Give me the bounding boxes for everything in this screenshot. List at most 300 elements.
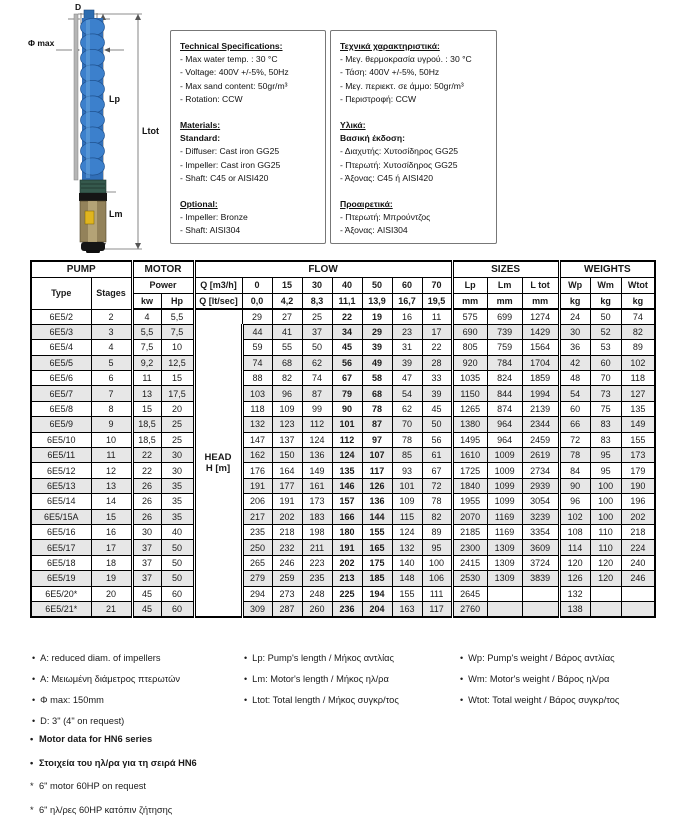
td-head-4: 136: [362, 494, 392, 509]
td-hp: 12,5: [161, 355, 194, 370]
td-stages: 3: [91, 324, 132, 339]
spec-line: - Διαχυτής: Χυτοσίδηρος GG25: [340, 146, 459, 157]
td-wp: 90: [559, 478, 590, 493]
td-lm: 784: [487, 355, 522, 370]
td-head-2: 50: [302, 340, 332, 355]
th-power: Power: [132, 277, 194, 293]
legend-col-dimensions: [32, 648, 244, 732]
td-kw: 45: [132, 586, 161, 601]
td-hp: 35: [161, 509, 194, 524]
td-hp: 50: [161, 555, 194, 570]
table-row-6E5/19: [31, 571, 655, 586]
td-type: 6E5/12: [31, 463, 91, 478]
td-head-6: 11: [422, 309, 452, 324]
td-head-5: 148: [392, 571, 422, 586]
td-head-1: 27: [272, 309, 302, 324]
td-head-0: 250: [242, 540, 272, 555]
td-head-5: 85: [392, 448, 422, 463]
td-head-6: 111: [422, 586, 452, 601]
th-flow-lts-1: 4,2: [272, 293, 302, 309]
spec-lines: [180, 145, 319, 185]
td-head-1: 287: [272, 601, 302, 616]
td-head-2: 25: [302, 309, 332, 324]
td-kw: 30: [132, 524, 161, 539]
td-head-6: 117: [422, 601, 452, 616]
td-wm: 75: [590, 401, 621, 416]
table-row-6E5/15A: [31, 509, 655, 524]
td-wtot: 240: [621, 555, 655, 570]
td-head-3: 236: [332, 601, 362, 616]
th-ltot: L tot: [522, 277, 559, 293]
footnote: [30, 775, 197, 799]
table-row-6E5/6: [31, 371, 655, 386]
td-wm: 120: [590, 571, 621, 586]
td-lm: 1099: [487, 478, 522, 493]
spec-line: - Πτερωτή: Μπρούντζος: [340, 212, 431, 223]
footnote-marker-icon: •: [30, 757, 34, 768]
spec-lines: [180, 53, 319, 106]
th-wm: Wm: [590, 277, 621, 293]
bullet-icon: •: [244, 674, 248, 684]
td-head-1: 259: [272, 571, 302, 586]
td-lp: 1035: [452, 371, 487, 386]
td-hp: 20: [161, 401, 194, 416]
td-stages: 20: [91, 586, 132, 601]
impeller-stack: [81, 18, 105, 180]
spec-lines: [340, 53, 490, 106]
td-head-5: 140: [392, 555, 422, 570]
table-row-6E5/20*: [31, 586, 655, 601]
th-lm: Lm: [487, 277, 522, 293]
td-lp: 2760: [452, 601, 487, 616]
td-ltot: 3724: [522, 555, 559, 570]
legend-item: [244, 690, 460, 711]
td-head-4: 175: [362, 555, 392, 570]
legend-item: [244, 669, 460, 690]
table-row-6E5/21*: [31, 601, 655, 616]
td-ltot: 3239: [522, 509, 559, 524]
td-type: 6E5/4: [31, 340, 91, 355]
td-lm: 964: [487, 417, 522, 432]
legend-text: Lm: Motor's length / Μήκος ηλ/ρα: [252, 674, 389, 684]
td-kw: 22: [132, 463, 161, 478]
td-wtot: 218: [621, 524, 655, 539]
td-head-3: 67: [332, 371, 362, 386]
td-ltot: 2939: [522, 478, 559, 493]
td-head-4: 107: [362, 448, 392, 463]
td-ltot: 3839: [522, 571, 559, 586]
footnote: [30, 728, 197, 752]
td-head-5: 23: [392, 324, 422, 339]
footnote-text: 6" ηλ/ρες 60HP κατόπιν ζήτησης: [39, 804, 173, 815]
td-head-1: 41: [272, 324, 302, 339]
td-head-3: 112: [332, 432, 362, 447]
td-wm: 100: [590, 509, 621, 524]
td-stages: 5: [91, 355, 132, 370]
td-hp: 17,5: [161, 386, 194, 401]
spec-line: - Shaft: C45 or AISI420: [180, 172, 269, 183]
th-weight-unit-2: kg: [621, 293, 655, 309]
th-lp: Lp: [452, 277, 487, 293]
td-type: 6E5/15A: [31, 509, 91, 524]
pump-data-table-wrap: [30, 260, 656, 618]
th-group-weights: WEIGHTS: [559, 261, 655, 277]
td-wm: 53: [590, 340, 621, 355]
td-lp: 1265: [452, 401, 487, 416]
th-weight-unit-0: kg: [559, 293, 590, 309]
td-kw: 37: [132, 555, 161, 570]
table-row-6E5/3: [31, 324, 655, 339]
td-head-1: 232: [272, 540, 302, 555]
spec-lines: [180, 211, 319, 237]
td-wp: 108: [559, 524, 590, 539]
td-lm: 759: [487, 340, 522, 355]
td-hp: 30: [161, 463, 194, 478]
spec-materials-sub: Βασική έκδοση:: [340, 133, 406, 144]
spec-line: - Μεγ. θερμοκρασία υγρού. : 30 °C: [340, 54, 472, 65]
td-wm: 52: [590, 324, 621, 339]
td-hp: 50: [161, 571, 194, 586]
td-stages: 7: [91, 386, 132, 401]
td-hp: 50: [161, 540, 194, 555]
td-head-4: 165: [362, 540, 392, 555]
td-head-2: 87: [302, 386, 332, 401]
table-row-6E5/17: [31, 540, 655, 555]
td-stages: 16: [91, 524, 132, 539]
th-group-motor: MOTOR: [132, 261, 194, 277]
td-type: 6E5/18: [31, 555, 91, 570]
th-flow-lts-4: 13,9: [362, 293, 392, 309]
td-stages: 6: [91, 371, 132, 386]
td-head-4: 87: [362, 417, 392, 432]
td-wtot: [621, 601, 655, 616]
td-type: 6E5/7: [31, 386, 91, 401]
td-head-4: 97: [362, 432, 392, 447]
bullet-icon: •: [244, 695, 248, 705]
td-hp: 25: [161, 417, 194, 432]
td-head-4: 29: [362, 324, 392, 339]
td-lm: 1169: [487, 524, 522, 539]
td-wp: 54: [559, 386, 590, 401]
td-lp: 1840: [452, 478, 487, 493]
th-flow-m3h-4: 50: [362, 277, 392, 293]
td-wm: 70: [590, 371, 621, 386]
td-head-1: 273: [272, 586, 302, 601]
th-hp: Hp: [161, 293, 194, 309]
td-lp: 690: [452, 324, 487, 339]
spec-box-english: [170, 30, 326, 244]
td-head-6: 100: [422, 555, 452, 570]
table-row-6E5/14: [31, 494, 655, 509]
td-head-2: 37: [302, 324, 332, 339]
td-head-5: 70: [392, 417, 422, 432]
td-type: 6E5/14: [31, 494, 91, 509]
legend-text: A: reduced diam. of impellers: [40, 653, 161, 663]
bullet-icon: •: [32, 674, 36, 684]
td-head-5: 124: [392, 524, 422, 539]
td-head-4: 39: [362, 340, 392, 355]
td-wp: 42: [559, 355, 590, 370]
td-wp: 126: [559, 571, 590, 586]
td-wp: 138: [559, 601, 590, 616]
td-head-0: 29: [242, 309, 272, 324]
td-stages: 11: [91, 448, 132, 463]
td-stages: 15: [91, 509, 132, 524]
td-ltot: 3054: [522, 494, 559, 509]
td-head-0: 103: [242, 386, 272, 401]
td-wp: 36: [559, 340, 590, 355]
td-lp: 2185: [452, 524, 487, 539]
spec-line: - Max sand content: 50gr/m³: [180, 80, 288, 91]
spec-line: - Rotation: CCW: [180, 93, 243, 104]
td-head-0: 147: [242, 432, 272, 447]
table-row-6E5/4: [31, 340, 655, 355]
td-wtot: 127: [621, 386, 655, 401]
td-stages: 21: [91, 601, 132, 616]
td-wm: [590, 586, 621, 601]
td-head-6: 89: [422, 524, 452, 539]
td-wm: 95: [590, 448, 621, 463]
td-head-2: 248: [302, 586, 332, 601]
td-kw: 13: [132, 386, 161, 401]
dim-label-ltot: Ltot: [142, 126, 159, 136]
td-head-2: 235: [302, 571, 332, 586]
td-hp: 35: [161, 494, 194, 509]
spec-materials-sub: Standard:: [180, 133, 221, 144]
spec-box-greek: [330, 30, 497, 244]
td-lm: 739: [487, 324, 522, 339]
td-type: 6E5/16: [31, 524, 91, 539]
td-wtot: 118: [621, 371, 655, 386]
spec-line: - Πτερωτή: Χυτοσίδηρος GG25: [340, 159, 458, 170]
pump-data-table: [30, 260, 656, 618]
td-lp: 2415: [452, 555, 487, 570]
td-stages: 10: [91, 432, 132, 447]
td-head-6: 22: [422, 340, 452, 355]
td-ltot: 2139: [522, 401, 559, 416]
td-lm: 1309: [487, 540, 522, 555]
td-head-2: 124: [302, 432, 332, 447]
td-ltot: 1859: [522, 371, 559, 386]
legend-text: Wp: Pump's weight / Βάρος αντλίας: [468, 653, 615, 663]
td-head-0: 217: [242, 509, 272, 524]
legend-item: [460, 669, 650, 690]
spec-lines: [340, 145, 490, 185]
td-head-2: 136: [302, 448, 332, 463]
cable-guard: [74, 14, 78, 180]
td-wm: 60: [590, 355, 621, 370]
td-lp: 1495: [452, 432, 487, 447]
bullet-icon: •: [460, 674, 464, 684]
td-hp: 60: [161, 586, 194, 601]
th-flow-m3h-5: 60: [392, 277, 422, 293]
td-head-1: 123: [272, 417, 302, 432]
legend-item: [244, 648, 460, 669]
td-ltot: 1704: [522, 355, 559, 370]
th-weight-unit-1: kg: [590, 293, 621, 309]
th-flow-m3h-0: 0: [242, 277, 272, 293]
th-group-flow: FLOW: [194, 261, 452, 277]
th-wp: Wp: [559, 277, 590, 293]
td-wp: 78: [559, 448, 590, 463]
td-type: 6E5/10: [31, 432, 91, 447]
footnotes: [30, 728, 197, 819]
td-type: 6E5/19: [31, 571, 91, 586]
td-lp: 805: [452, 340, 487, 355]
td-head-4: 78: [362, 401, 392, 416]
td-head-3: 180: [332, 524, 362, 539]
td-head-axis-label: [194, 309, 242, 617]
legend-item: [460, 648, 650, 669]
td-head-3: 22: [332, 309, 362, 324]
td-head-0: 279: [242, 571, 272, 586]
spec-optional-title: Προαιρετικά:: [340, 199, 393, 210]
td-stages: 17: [91, 540, 132, 555]
td-lm: 1309: [487, 555, 522, 570]
th-q-lts: Q [lt/sec]: [194, 293, 242, 309]
td-lp: 1955: [452, 494, 487, 509]
td-head-3: 90: [332, 401, 362, 416]
td-head-6: 56: [422, 432, 452, 447]
td-lp: 2530: [452, 571, 487, 586]
td-hp: 25: [161, 432, 194, 447]
td-head-3: 146: [332, 478, 362, 493]
th-size-unit-0: mm: [452, 293, 487, 309]
td-head-3: 191: [332, 540, 362, 555]
td-head-0: 74: [242, 355, 272, 370]
td-ltot: 1429: [522, 324, 559, 339]
bullet-icon: •: [32, 716, 36, 726]
table-row-6E5/12: [31, 463, 655, 478]
th-flow-m3h-1: 15: [272, 277, 302, 293]
spec-lines: [340, 211, 490, 237]
td-head-4: 144: [362, 509, 392, 524]
spec-line: - Voltage: 400V +/-5%, 50Hz: [180, 67, 289, 78]
td-head-6: 106: [422, 571, 452, 586]
td-head-3: 202: [332, 555, 362, 570]
legend-text: Wm: Motor's weight / Βάρος ηλ/ρα: [468, 674, 610, 684]
footnote-text: Στοιχεία του ηλ/ρα για τη σειρά HN6: [39, 757, 197, 768]
td-head-0: 162: [242, 448, 272, 463]
td-head-4: 185: [362, 571, 392, 586]
head-unit: H [m]: [205, 462, 231, 474]
td-head-2: 74: [302, 371, 332, 386]
td-head-5: 47: [392, 371, 422, 386]
legend-text: Φ max: 150mm: [40, 695, 104, 705]
td-type: 6E5/2: [31, 309, 91, 324]
td-ltot: 1994: [522, 386, 559, 401]
td-head-0: 191: [242, 478, 272, 493]
td-head-3: 79: [332, 386, 362, 401]
td-wtot: 89: [621, 340, 655, 355]
td-hp: 40: [161, 524, 194, 539]
legend-text: Ltot: Total length / Μήκος συγκρ/τος: [252, 695, 399, 705]
td-wm: 73: [590, 386, 621, 401]
td-head-3: 135: [332, 463, 362, 478]
td-head-4: 58: [362, 371, 392, 386]
td-kw: 37: [132, 571, 161, 586]
th-size-unit-1: mm: [487, 293, 522, 309]
th-flow-m3h-2: 30: [302, 277, 332, 293]
td-head-1: 68: [272, 355, 302, 370]
td-ltot: 2459: [522, 432, 559, 447]
th-flow-lts-3: 11,1: [332, 293, 362, 309]
td-kw: 26: [132, 478, 161, 493]
td-head-0: 206: [242, 494, 272, 509]
motor-label: [85, 211, 94, 224]
td-kw: 15: [132, 401, 161, 416]
th-flow-lts-5: 16,7: [392, 293, 422, 309]
td-wp: 30: [559, 324, 590, 339]
td-wtot: 179: [621, 463, 655, 478]
td-head-3: 157: [332, 494, 362, 509]
td-head-5: 101: [392, 478, 422, 493]
footnote: [30, 752, 197, 776]
th-flow-m3h-6: 70: [422, 277, 452, 293]
bullet-icon: •: [244, 653, 248, 663]
td-type: 6E5/8: [31, 401, 91, 416]
td-head-3: 45: [332, 340, 362, 355]
td-head-3: 225: [332, 586, 362, 601]
td-head-1: 137: [272, 432, 302, 447]
td-head-6: 45: [422, 401, 452, 416]
td-lp: 920: [452, 355, 487, 370]
td-head-2: 198: [302, 524, 332, 539]
td-stages: 18: [91, 555, 132, 570]
td-head-6: 82: [422, 509, 452, 524]
td-head-3: 124: [332, 448, 362, 463]
legend-col-weights: [460, 648, 650, 732]
th-flow-lts-6: 19,5: [422, 293, 452, 309]
table-row-6E5/11: [31, 448, 655, 463]
td-ltot: 2619: [522, 448, 559, 463]
spec-line: - Max water temp. : 30 °C: [180, 54, 278, 65]
td-head-6: 28: [422, 355, 452, 370]
td-kw: 18,5: [132, 417, 161, 432]
td-head-1: 96: [272, 386, 302, 401]
spec-line: - Περιστροφή: CCW: [340, 93, 417, 104]
td-head-6: 50: [422, 417, 452, 432]
td-lm: [487, 586, 522, 601]
td-lp: 575: [452, 309, 487, 324]
footnote-text: 6" motor 60HP on request: [39, 781, 147, 791]
th-flow-lts-2: 8,3: [302, 293, 332, 309]
td-head-0: 59: [242, 340, 272, 355]
td-head-1: 55: [272, 340, 302, 355]
td-head-1: 191: [272, 494, 302, 509]
td-head-0: 235: [242, 524, 272, 539]
spec-optional-title: Optional:: [180, 199, 218, 210]
td-head-2: 260: [302, 601, 332, 616]
td-wp: 72: [559, 432, 590, 447]
dim-label-d: D: [75, 2, 82, 12]
table-row-6E5/13: [31, 478, 655, 493]
bullet-icon: •: [460, 653, 464, 663]
td-lm: 824: [487, 371, 522, 386]
td-wp: 102: [559, 509, 590, 524]
td-kw: 22: [132, 448, 161, 463]
td-head-6: 95: [422, 540, 452, 555]
motor-body: [79, 193, 107, 253]
td-head-6: 33: [422, 371, 452, 386]
footnote-marker-icon: *: [30, 804, 34, 815]
td-wp: 114: [559, 540, 590, 555]
td-lm: 874: [487, 401, 522, 416]
spec-line: - Τάση: 400V +/-5%, 50Hz: [340, 67, 440, 78]
td-head-6: 78: [422, 494, 452, 509]
td-wtot: 155: [621, 432, 655, 447]
td-head-5: 93: [392, 463, 422, 478]
